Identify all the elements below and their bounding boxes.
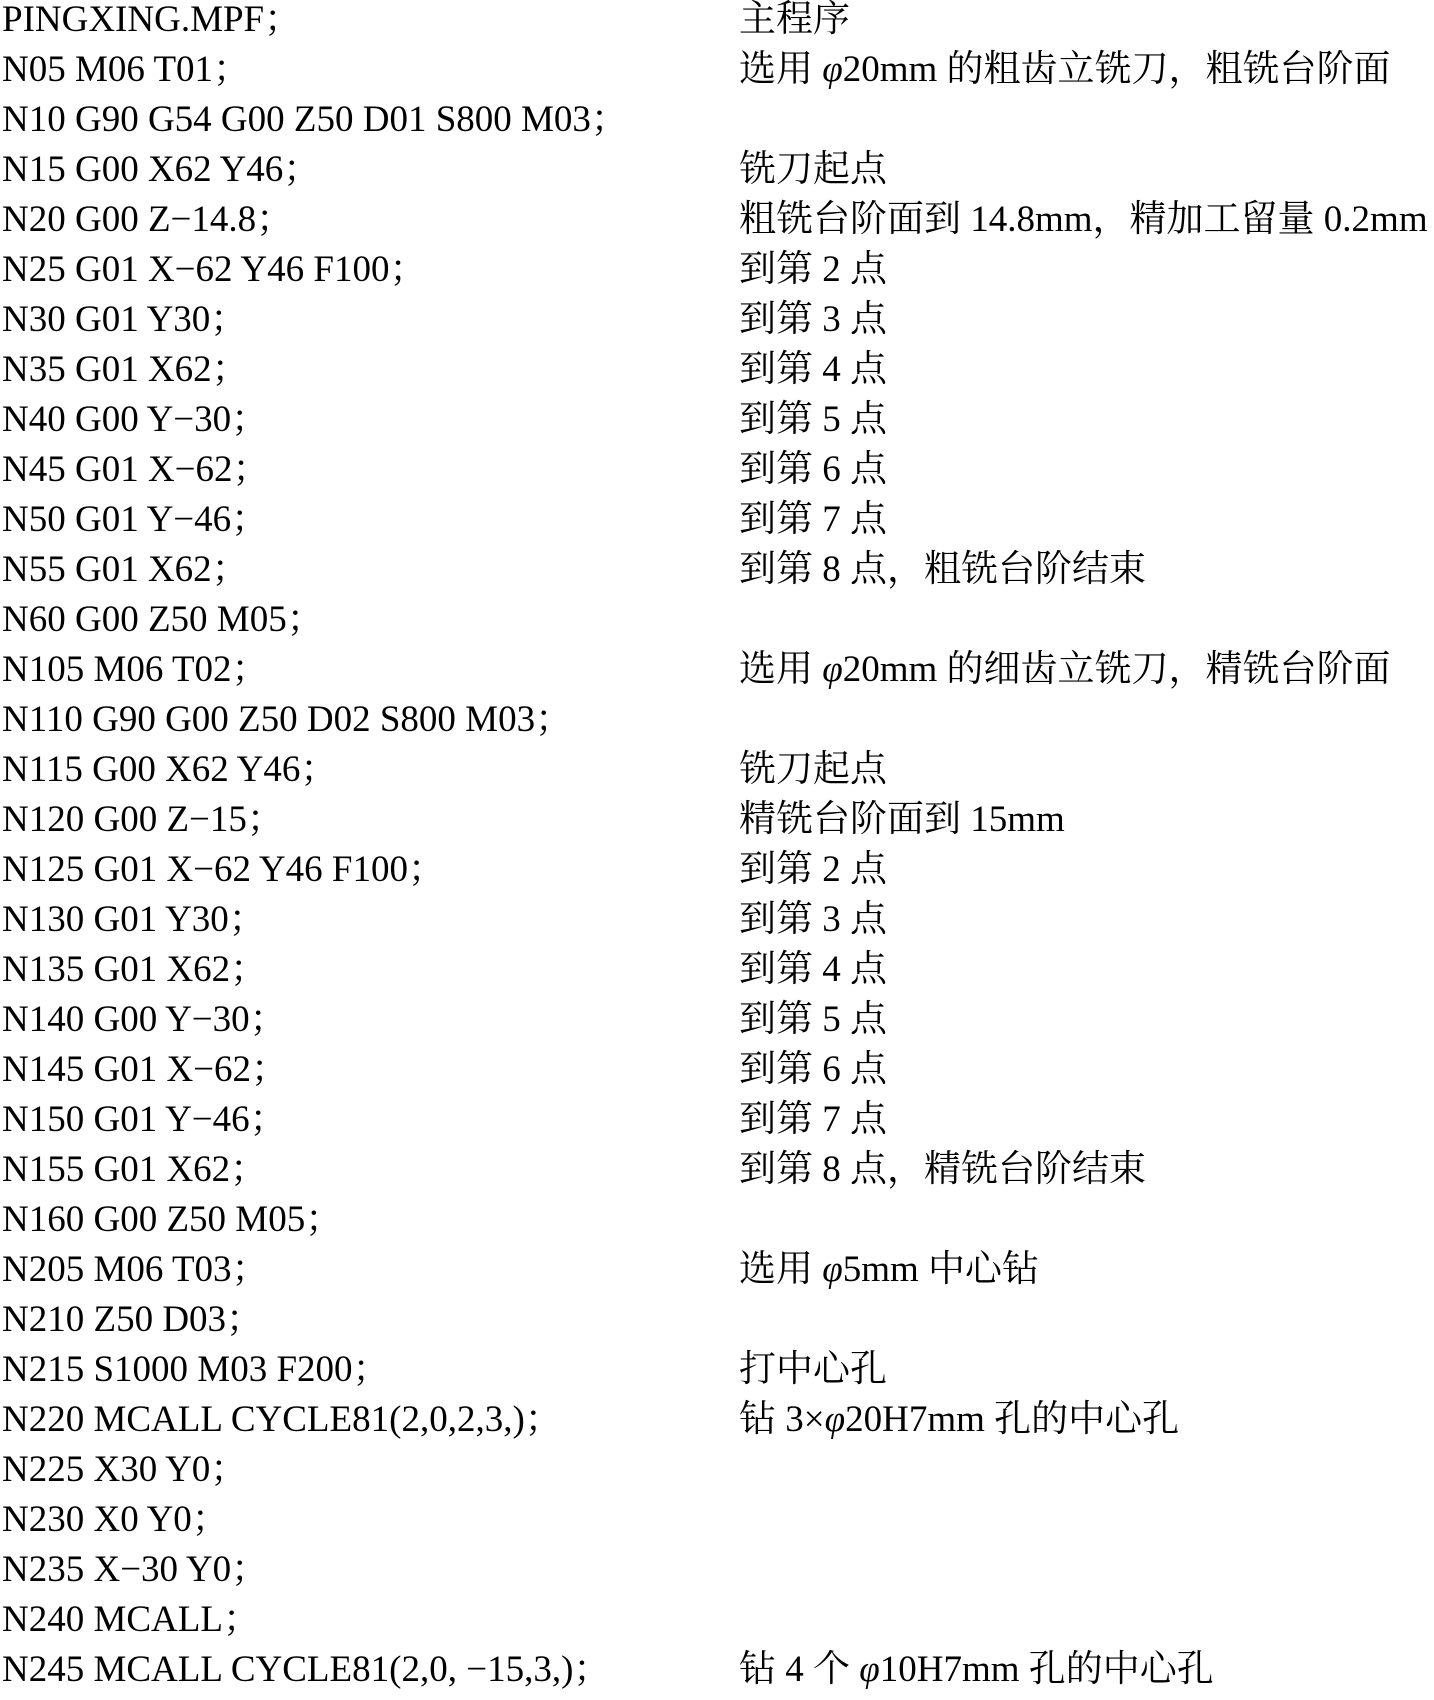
line-comment: 到第 4 点 — [739, 949, 887, 990]
program-row — [0, 1550, 1434, 1600]
program-row — [0, 350, 1434, 400]
program-row — [0, 1400, 1434, 1450]
code-line: N125 G01 X−62 Y46 F100； — [2, 849, 445, 890]
code-line: N25 G01 X−62 Y46 F100； — [2, 249, 427, 290]
line-comment: 到第 5 点 — [739, 399, 887, 440]
program-row — [0, 700, 1434, 750]
code-line: N30 G01 Y30； — [2, 299, 248, 340]
program-row — [0, 50, 1434, 100]
program-row — [0, 300, 1434, 350]
line-comment: 选用 φ5mm 中心钻 — [739, 1249, 1040, 1290]
line-comment: 到第 6 点 — [739, 449, 887, 490]
line-comment: 到第 2 点 — [739, 849, 887, 890]
code-line: N120 G00 Z−15； — [2, 799, 284, 840]
line-comment: 到第 5 点 — [739, 999, 887, 1040]
program-row — [0, 1100, 1434, 1150]
code-line: N135 G01 X62； — [2, 949, 268, 990]
program-row — [0, 1350, 1434, 1400]
code-line: N20 G00 Z−14.8； — [2, 199, 294, 240]
line-comment: 到第 4 点 — [739, 349, 887, 390]
code-line: N115 G00 X62 Y46； — [2, 749, 338, 790]
program-row — [0, 1500, 1434, 1550]
line-comment: 粗铣台阶面到 14.8mm，精加工留量 0.2mm — [739, 199, 1428, 240]
code-line: N45 G01 X−62； — [2, 449, 270, 490]
line-comment: 主程序 — [739, 0, 850, 40]
program-row — [0, 1600, 1434, 1650]
code-line: N225 X30 Y0； — [2, 1449, 248, 1490]
program-row — [0, 150, 1434, 200]
program-row — [0, 650, 1434, 700]
code-line: N230 X0 Y0； — [2, 1499, 229, 1540]
line-comment: 铣刀起点 — [739, 149, 887, 190]
code-line: N205 M06 T03； — [2, 1249, 269, 1290]
line-comment: 到第 7 点 — [739, 499, 887, 540]
program-row — [0, 600, 1434, 650]
program-row — [0, 1650, 1434, 1700]
program-row — [0, 0, 1434, 50]
code-line: PINGXING.MPF； — [2, 0, 302, 40]
code-line: N155 G01 X62； — [2, 1149, 268, 1190]
line-comment: 铣刀起点 — [739, 749, 887, 790]
code-line: N110 G90 G00 Z50 D02 S800 M03； — [2, 699, 573, 740]
line-comment: 到第 7 点 — [739, 1099, 887, 1140]
line-comment: 选用 φ20mm 的细齿立铣刀，精铣台阶面 — [739, 649, 1391, 690]
code-line: N130 G01 Y30； — [2, 899, 266, 940]
code-line: N05 M06 T01； — [2, 49, 251, 90]
line-comment: 到第 2 点 — [739, 249, 887, 290]
line-comment: 到第 6 点 — [739, 1049, 887, 1090]
code-line: N160 G00 Z50 M05； — [2, 1199, 343, 1240]
code-line: N55 G01 X62； — [2, 549, 249, 590]
code-line: N210 Z50 D03； — [2, 1299, 264, 1340]
program-row — [0, 550, 1434, 600]
program-row — [0, 900, 1434, 950]
code-line: N235 X−30 Y0； — [2, 1549, 269, 1590]
program-row — [0, 1000, 1434, 1050]
program-row — [0, 1300, 1434, 1350]
program-row — [0, 1200, 1434, 1250]
program-row — [0, 950, 1434, 1000]
program-row — [0, 1250, 1434, 1300]
line-comment: 钻 4 个 φ10H7mm 孔的中心孔 — [739, 1649, 1214, 1690]
code-line: N60 G00 Z50 M05； — [2, 599, 324, 640]
code-line: N220 MCALL CYCLE81(2,0,2,3,)； — [2, 1399, 562, 1440]
program-row — [0, 1150, 1434, 1200]
line-comment: 到第 3 点 — [739, 899, 887, 940]
program-row — [0, 800, 1434, 850]
program-row — [0, 750, 1434, 800]
program-row — [0, 850, 1434, 900]
program-row — [0, 1450, 1434, 1500]
line-comment: 选用 φ20mm 的粗齿立铣刀，粗铣台阶面 — [739, 49, 1391, 90]
program-row — [0, 450, 1434, 500]
program-row — [0, 200, 1434, 250]
code-line: N145 G01 X−62； — [2, 1049, 289, 1090]
code-line: N105 M06 T02； — [2, 649, 269, 690]
code-line: N35 G01 X62； — [2, 349, 249, 390]
line-comment: 钻 3×φ20H7mm 孔的中心孔 — [739, 1399, 1180, 1440]
line-comment: 精铣台阶面到 15mm — [739, 799, 1065, 840]
line-comment: 到第 8 点，粗铣台阶结束 — [739, 549, 1146, 590]
program-row — [0, 500, 1434, 550]
code-line: N50 G01 Y−46； — [2, 499, 269, 540]
line-comment: 到第 8 点，精铣台阶结束 — [739, 1149, 1146, 1190]
program-row — [0, 1050, 1434, 1100]
code-line: N215 S1000 M03 F200； — [2, 1349, 390, 1390]
code-line: N240 MCALL； — [2, 1599, 260, 1640]
code-line: N245 MCALL CYCLE81(2,0, −15,3,)； — [2, 1649, 611, 1690]
code-line: N40 G00 Y−30； — [2, 399, 269, 440]
code-line: N10 G90 G54 G00 Z50 D01 S800 M03； — [2, 99, 628, 140]
code-line: N15 G00 X62 Y46； — [2, 149, 321, 190]
code-line: N140 G00 Y−30； — [2, 999, 287, 1040]
program-row — [0, 250, 1434, 300]
program-row — [0, 100, 1434, 150]
line-comment: 到第 3 点 — [739, 299, 887, 340]
program-row — [0, 400, 1434, 450]
line-comment: 打中心孔 — [739, 1349, 887, 1390]
code-line: N150 G01 Y−46； — [2, 1099, 287, 1140]
